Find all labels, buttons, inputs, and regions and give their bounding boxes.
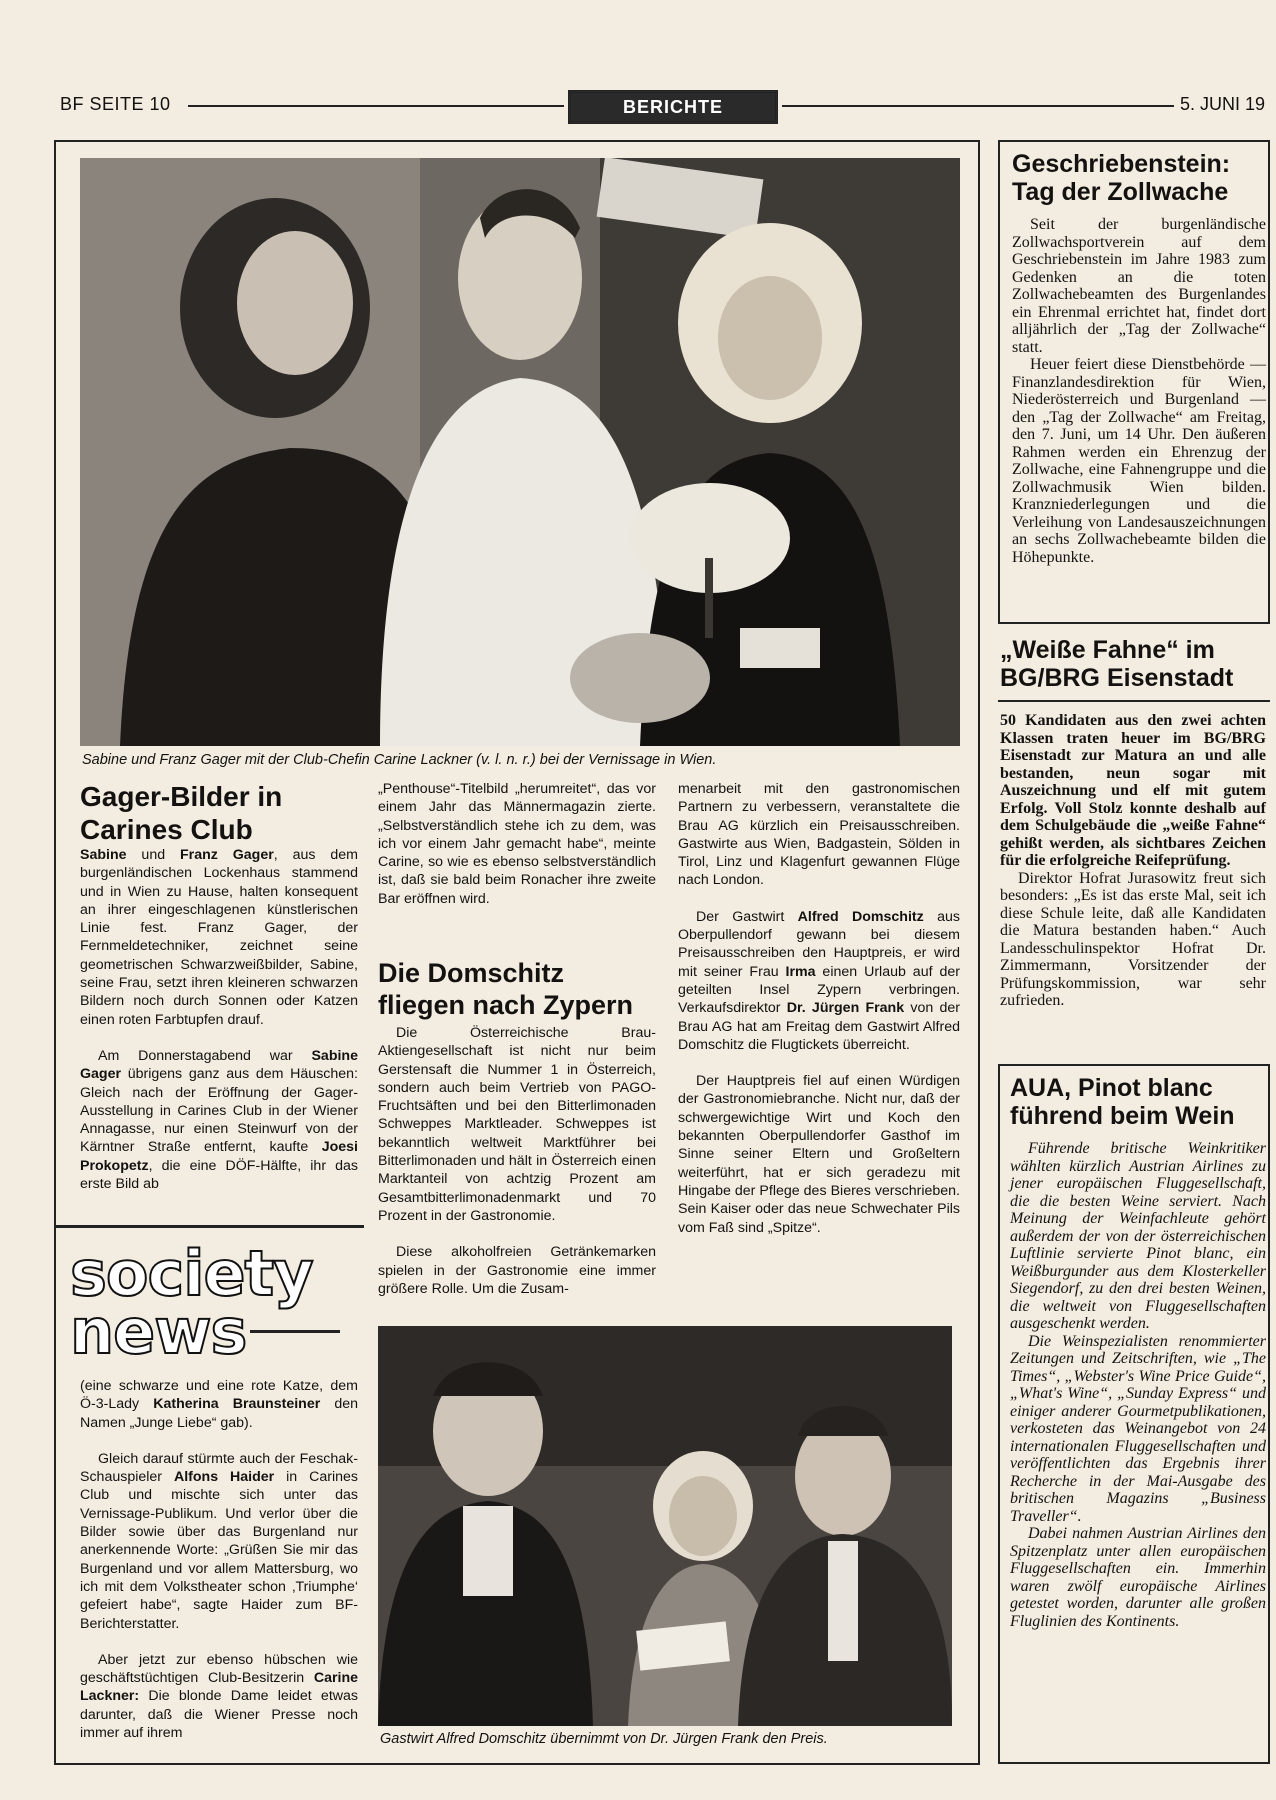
gager-column-1b	[80, 1377, 358, 1742]
header-rule-right	[782, 105, 1174, 107]
domschitz-photo-caption: Gastwirt Alfred Domschitz übernimmt von Dr. Jürgen Frank den Preis.	[380, 1731, 828, 1747]
aua-para-3: Dabei nahmen Austrian Airlines den Spitzenplatz unter allen europäischen Fluggesellschaften ein. Immerhin waren zwölf europäische Airlines getestet worden, darunter alle großen Fluglinien des Kontinents.	[1010, 1525, 1266, 1630]
aua-body	[1010, 1140, 1266, 1630]
top-photo	[80, 158, 960, 746]
top-photo-caption: Sabine und Franz Gager mit der Club-Chefin Carine Lackner (v. l. n. r.) bei der Vernissage in Wien.	[82, 752, 717, 768]
gager-para-2: Am Donnerstagabend war Sabine Gager übrigens ganz aus dem Häuschen: Gleich nach der Eröffnung der Gager-Ausstellung in Carines Club in der Wiener Annagasse, nur einen Steinwurf von der Kärntner Straße entfernt, kaufte Joesi Prokopetz, die eine DÖF-Hälfte, ihr das erste Bild ab	[80, 1047, 358, 1193]
gager-column-1	[80, 846, 358, 1193]
section-badge: BERICHTE	[568, 90, 778, 124]
aua-para-2: Die Weinspezialisten renommierter Zeitungen und Zeitschriften, wie „The Times“, „Webster's Wine Price Guide“, „What's Wine“, „Sunday Express“ und einiger anderer Gourmetpublikationen, verkosteten das Weinangebot von 24 internationalen Fluggesellschaften und veröffentlichten das Ergebnis ihrer Recherche in der Mai-Ausgabe des britischen Magazins „Business Traveller“.	[1010, 1332, 1266, 1525]
domschitz-para-2: Diese alkoholfreien Getränkemarken spielen in der Gastronomie eine immer größere Rolle. Um die Zusam-	[378, 1244, 656, 1297]
domschitz-para-4: Der Gastwirt Alfred Domschitz aus Oberpullendorf gewann bei diesem Preisausschreiben den Hauptpreis, er wird mit seiner Frau Irma einen Urlaub auf der geteilten Insel Zypern verbringen. Verkaufsdirektor Dr. Jürgen Frank von der Brau AG hat am Freitag dem Gastwirt Alfred Domschitz die Flugtickets überreicht.	[678, 908, 960, 1053]
fahne-body	[1000, 712, 1266, 1010]
gager-para-6: „Penthouse“-Titelbild „herumreitet“, das vor einem Jahr das Männermagazin zierte. „Selbstverständlich stehe ich zu dem, was ich vor einem Jahr gemacht habe“, meinte Carine, so wie es ebenso selbstverständlich ist, daß sie bald beim Ronacher ihre zweite Bar eröffnen wird.	[378, 781, 656, 907]
gager-para-3: (eine schwarze und eine rote Katze, dem Ö-3-Lady Katherina Braunsteiner den Namen „Junge Liebe“ gab).	[80, 1378, 358, 1431]
fahne-rule	[998, 700, 1270, 702]
page-label: BF SEITE 10	[60, 94, 171, 114]
domschitz-photo	[378, 1326, 952, 1726]
society-word: society	[70, 1237, 313, 1310]
gager-para-4: Gleich darauf stürmte auch der Feschak-Schauspieler Alfons Haider in Carines Club und mischte sich unter das Vernissage-Publikum. Und verlor über die Bilder sowie über das Burgenland nur anerkennende Worte: „Grüßen Sie mir das Burgenland und vor allem Mattersburg, wo ich mit dem Volkstheater schon ‚Triumphe‘ gefeiert habe“, sagte Haider zum BF-Berichterstatter.	[80, 1450, 359, 1632]
zollwache-para-1: Seit der burgenländische Zollwachsportverein auf dem Geschriebenstein im Jahre 1983 zum Gedenken an die toten Zollwachebeamten des Burgenlandes ein Ehrenmal errichtet hat, findet dort alljährlich der „Tag der Zollwache“ statt.	[1012, 216, 1266, 356]
gager-para-5: Aber jetzt zur ebenso hübschen wie geschäftstüchtigen Club-Besitzerin Carine Lackner: Die blonde Dame leidet etwas darunter, daß die Wiener Presse noch immer auf ihrem	[80, 1651, 358, 1742]
header-rule-left	[188, 105, 564, 107]
society-rule	[56, 1225, 364, 1228]
fahne-lead: 50 Kandidaten aus den zwei achten Klassen traten heuer im BG/BRG Eisenstadt zur Matura an und alle bestanden, neun sogar mit Auszeichnung und elf mit gutem Erfolg. Voll Stolz konnte deshalb auf dem Schulgebäude die „weiße Fahne“ gehißt werden, als sichtbares Zeichen für die erfolgreiche Reifeprüfung.	[1000, 712, 1266, 869]
zollwache-body	[1012, 216, 1266, 566]
fahne-para-1: Direktor Hofrat Jurasowitz freut sich besonders: „Es ist das erste Mal, seit ich diese Schule leite, daß alle Kandidaten die Matura bestanden haben.“ Auch Landesschulinspektor Hofrat Dr. Zimmermann, Vorsitzender der Prüfungskommission, war sehr zufrieden.	[1000, 869, 1266, 1009]
news-word: news	[70, 1295, 247, 1368]
news-underline	[250, 1330, 340, 1333]
domschitz-para-3: menarbeit mit den gastronomischen Partnern zu verbessern, veranstaltete die Brau AG kürzlich ein Preisausschreiben. Gastwirte aus Wien, Badgastein, Sölden in Tirol, Linz und Klagenfurt gewannen Flüge nach London.	[678, 781, 960, 889]
domschitz-para-1: Die Österreichische Brau-Aktiengesellschaft ist nicht nur beim Gerstensaft die Nummer 1 in Österreich, sondern auch beim Vertrieb von PAGO-Fruchtsäften und bei den Bitterlimonaden Schweppes Marktleader. Schweppes ist bekanntlich weltweit Marktführer bei Bitterlimonaden und hält in Österreich einen Marktanteil von achtzig Prozent am Gesamtbitterlimonadenmarkt und 70 Prozent in der Gastronomie.	[378, 1025, 656, 1224]
zollwache-headline: Geschriebenstein: Tag der Zollwache	[1012, 150, 1231, 206]
society-news-logo	[70, 1237, 370, 1368]
domschitz-para-5: Der Hauptpreis fiel auf einen Würdigen der Gastronomiebranche. Nicht nur, daß der schwergewichtige Wirt und Koch den bekannten Oberpullendorfer Gasthof im Sinne seiner Eltern und Großeltern weiterführt, hat er sich geradezu mit Hingabe der Pflege des Bieres verschrieben. Sein Kaiser oder das neue Schwechater Pils vom Faß sind „Spitze“.	[678, 1073, 960, 1236]
zollwache-para-2: Heuer feiert diese Dienstbehörde — Finanzlandesdirektion für Wien, Niederösterreich und Burgenland — den „Tag der Zollwache“ am Freitag, den 7. Juni, um 14 Uhr. Den äußeren Rahmen werden ein Ehrenzug der Zollwache, eine Fahnengruppe und die Zollwachmusik Wien bilden. Kranzniederlegungen und die Verleihung von Landesauszeichnungen an sechs Zollwachebeamte bilden die Höhepunkte.	[1012, 356, 1266, 566]
page-date: 5. JUNI 19	[1180, 94, 1266, 114]
domschitz-column-3	[678, 780, 960, 1237]
domschitz-headline: Die Domschitz fliegen nach Zypern	[378, 958, 634, 1020]
gager-para-1: Sabine und Franz Gager, aus dem burgenländischen Lockenhaus stammend und in Wien zu Hause, halten konsequent an ihrer eingeschlagenen künstlerischen Linie fest. Franz Gager, der Fernmeldetechniker, zeichnet seine geometrischen Schwarzweißbilder, Sabine, seine Frau, setzt ihren kleineren schwarzen Bildern noch durch Sonnen oder Katzen einen roten Farbtupfen drauf.	[80, 847, 358, 1028]
aua-headline: AUA, Pinot blanc führend beim Wein	[1010, 1074, 1235, 1130]
fahne-headline: „Weiße Fahne“ im BG/BRG Eisenstadt	[1000, 636, 1234, 692]
gager-column-2	[378, 780, 656, 908]
gager-headline: Gager-Bilder in Carines Club	[80, 781, 283, 846]
aua-para-1: Führende britische Weinkritiker wählten kürzlich Austrian Airlines zu jener europäischen Fluggesellschaft, die die besten Weine serviert. Nach Meinung der Weinfachleute gehört außerdem der von der österreichischen Luftlinie servierte Pinot blanc, ein Weißburgunder aus dem Klosterkeller Siegendorf, zu den drei besten Weinen, die weltweit von Fluggesellschaften ausgeschenkt werden.	[1010, 1140, 1266, 1332]
domschitz-column-2	[378, 1024, 656, 1298]
